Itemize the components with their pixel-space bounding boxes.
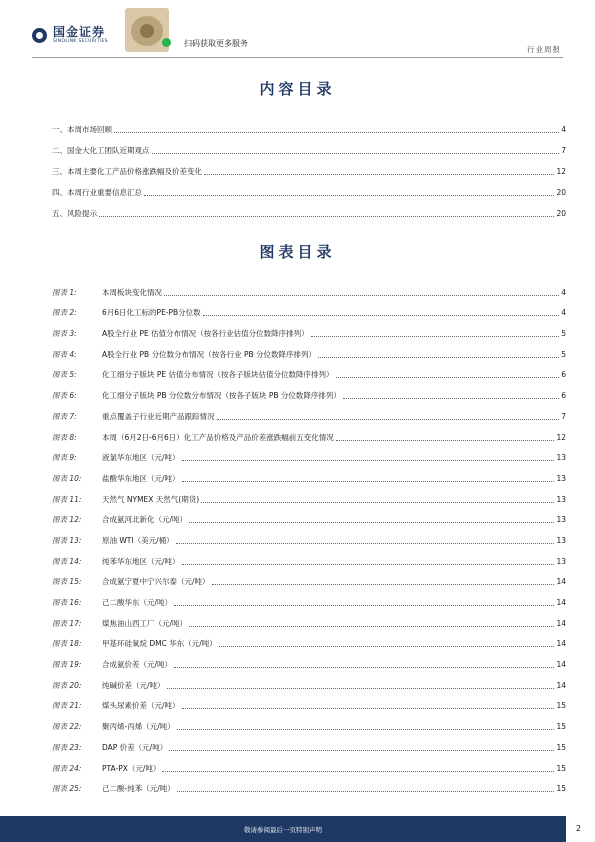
toc-entry-label xyxy=(52,639,217,649)
figure-caption-number: 图表 25: xyxy=(52,784,82,794)
dot-leader xyxy=(182,480,555,482)
dot-leader xyxy=(169,749,554,751)
toc-entry[interactable] xyxy=(52,732,566,753)
toc-entry-label xyxy=(52,536,174,546)
toc-entry-label xyxy=(52,167,202,177)
toc-entry-text: 合成氨河北新化（元/吨） xyxy=(102,515,188,525)
dot-leader xyxy=(164,294,559,296)
figure-caption-number: 图表 8: xyxy=(52,432,77,442)
toc-entry-page: 12 xyxy=(556,167,566,176)
figure-caption-number: 图表 10: xyxy=(52,473,82,483)
figure-caption-number: 图表 5: xyxy=(52,370,77,380)
dot-leader xyxy=(311,335,560,337)
toc-entry-label xyxy=(52,515,187,525)
toc-entry[interactable] xyxy=(52,567,566,588)
dot-leader xyxy=(182,459,555,461)
toc-entry-page: 5 xyxy=(561,349,566,359)
figure-caption-number: 图表 2: xyxy=(52,308,77,318)
toc-entry-page: 20 xyxy=(556,188,566,197)
figure-caption-number: 图表 20: xyxy=(52,680,82,690)
toc-entry-page: 7 xyxy=(561,146,566,155)
toc-entry-label xyxy=(52,743,167,753)
toc-entry-text: 五、风险提示 xyxy=(52,209,97,218)
toc-entry[interactable] xyxy=(52,608,566,629)
toc-entry-page: 13 xyxy=(556,453,566,463)
dot-leader xyxy=(99,215,554,217)
toc-entry-text: 二、国金大化工团队近期观点 xyxy=(52,146,150,155)
toc-entry[interactable] xyxy=(52,198,566,219)
toc-entry[interactable] xyxy=(52,670,566,691)
footer-disclaimer: 敬请参阅最后一页特别声明 xyxy=(244,826,322,834)
toc-entry-text: 化工细分子版块 PB 分位数分布情况（按各子版块 PB 分位数降序排列） xyxy=(102,391,341,401)
toc-entry[interactable] xyxy=(52,505,566,526)
toc-entry[interactable] xyxy=(52,401,566,422)
toc-entry-text: PTA-PX（元/吨） xyxy=(102,763,161,773)
dot-leader xyxy=(204,173,554,175)
toc-entry[interactable] xyxy=(52,463,566,484)
dot-leader xyxy=(219,645,555,647)
toc-entry-label xyxy=(52,209,97,219)
figure-caption-number: 图表 9: xyxy=(52,453,77,463)
toc-entry-text: 合成氨价差（元/吨） xyxy=(102,660,173,670)
toc-entry-label xyxy=(52,288,162,298)
dot-leader xyxy=(336,376,560,378)
toc-entry-text: 一、本周市场回顾 xyxy=(52,125,112,134)
toc-entry-page: 14 xyxy=(556,639,566,649)
toc-entry-label xyxy=(52,146,150,156)
toc-entry-page: 13 xyxy=(556,473,566,483)
toc-entry[interactable] xyxy=(52,339,566,360)
figure-caption-number: 图表 6: xyxy=(52,391,77,401)
toc-entry-label xyxy=(52,188,142,198)
toc-entry-text: DAP 价差（元/吨） xyxy=(102,742,168,752)
sinolink-logo-icon xyxy=(32,28,47,43)
toc-entry[interactable] xyxy=(52,360,566,381)
contents-title: 内容目录 xyxy=(259,80,336,98)
toc-entry-label xyxy=(52,495,199,505)
toc-entry-text: 聚丙烯-丙烯（元/吨） xyxy=(102,722,175,732)
logo-cn-text: 国金证券 xyxy=(53,25,106,39)
toc-entry-text: 6月6日化工标的PE-PB分位数 xyxy=(102,308,201,318)
toc-entry-page: 6 xyxy=(561,370,566,380)
toc-entry-label xyxy=(52,308,201,318)
toc-entry[interactable] xyxy=(52,629,566,650)
toc-entry[interactable] xyxy=(52,711,566,732)
toc-entry-label xyxy=(52,619,187,629)
toc-entry-page: 4 xyxy=(561,308,566,318)
toc-entry[interactable] xyxy=(52,114,566,135)
toc-entry-text: 三、本周主要化工产品价格涨跌幅及价差变化 xyxy=(52,167,202,176)
dot-leader xyxy=(144,194,554,196)
dot-leader xyxy=(336,439,555,441)
toc-entry-label xyxy=(52,722,175,732)
figures-title: 图表目录 xyxy=(259,243,336,261)
toc-entry-label xyxy=(52,681,165,691)
toc-entry[interactable] xyxy=(52,753,566,774)
toc-entry-label xyxy=(52,412,215,422)
toc-entry-page: 13 xyxy=(556,535,566,545)
toc-entry-page: 15 xyxy=(556,784,566,794)
toc-entry-label xyxy=(52,453,180,463)
figure-caption-number: 图表 12: xyxy=(52,515,82,525)
toc-entry-page: 4 xyxy=(561,125,566,134)
toc-entry-page: 14 xyxy=(556,598,566,607)
dot-leader xyxy=(174,604,554,606)
dot-leader xyxy=(203,314,560,316)
dot-leader xyxy=(318,356,559,358)
toc-entry-text: 本周（6月2日-6月6日）化工产品价格及产品价差涨跌幅前五变化情况 xyxy=(102,432,334,442)
toc-entry-label xyxy=(52,660,172,670)
scan-service-text: 扫码获取更多服务 xyxy=(184,39,248,48)
dot-leader xyxy=(212,583,555,585)
toc-entry-label xyxy=(52,370,334,380)
toc-entry-page: 15 xyxy=(556,701,566,711)
toc-entry-label xyxy=(52,784,175,794)
figure-caption-number: 图表 22: xyxy=(52,722,82,732)
dot-leader xyxy=(217,418,560,420)
toc-entry-page: 14 xyxy=(556,618,566,628)
toc-entry-label xyxy=(52,329,309,339)
toc-entry-label xyxy=(52,577,210,587)
toc-entry[interactable] xyxy=(52,587,566,608)
logo-en-text: SINOLINK SECURITIES xyxy=(53,39,108,44)
toc-entry-label xyxy=(52,557,180,567)
toc-entry-page: 4 xyxy=(561,287,566,297)
toc-entry[interactable] xyxy=(52,649,566,670)
toc-entry-text: 纯碱价差（元/吨） xyxy=(102,680,165,690)
toc-entry-page: 13 xyxy=(556,515,566,525)
dot-leader xyxy=(343,397,559,399)
figure-caption-number: 图表 7: xyxy=(52,411,77,421)
page-number: 2 xyxy=(576,824,582,833)
toc-entry-page: 7 xyxy=(561,411,566,421)
report-type-label: 行业周报 xyxy=(527,45,561,54)
toc-entry-text: 本周板块变化情况 xyxy=(102,287,162,297)
dot-leader xyxy=(177,790,555,792)
toc-entry-text: 原油 WTI（美元/桶） xyxy=(102,535,174,545)
toc-entry-text: A股全行业 PE 估值分布情况（按各行业估值分位数降序排列） xyxy=(102,329,309,339)
contents-list xyxy=(52,114,566,219)
dot-leader xyxy=(201,501,554,503)
dot-leader xyxy=(182,707,555,709)
toc-entry-text: 己二酸-纯苯（元/吨） xyxy=(102,784,175,794)
figure-caption-number: 图表 16: xyxy=(52,598,82,607)
figure-caption-number: 图表 13: xyxy=(52,535,82,545)
toc-entry-page: 13 xyxy=(556,494,566,504)
dot-leader xyxy=(176,542,555,544)
toc-entry-text: 甲基环硅氧烷 DMC 华东（元/吨） xyxy=(102,639,217,649)
toc-entry-page: 14 xyxy=(556,660,566,670)
toc-entry[interactable] xyxy=(52,177,566,198)
dot-leader xyxy=(174,666,554,668)
toc-entry[interactable] xyxy=(52,380,566,401)
toc-entry[interactable] xyxy=(52,422,566,443)
toc-entry-page: 13 xyxy=(556,556,566,566)
toc-entry-page: 14 xyxy=(556,577,566,587)
dot-leader xyxy=(162,770,554,772)
toc-entry[interactable] xyxy=(52,156,566,177)
dot-leader xyxy=(182,563,555,565)
dot-leader xyxy=(114,131,559,133)
toc-entry-page: 12 xyxy=(556,432,566,442)
toc-entry-text: 化工细分子版块 PE 估值分布情况（按各子版块估值分位数降序排列） xyxy=(102,370,334,380)
figure-caption-number: 图表 3: xyxy=(52,329,77,339)
dot-leader xyxy=(167,687,555,689)
toc-entry[interactable] xyxy=(52,135,566,156)
toc-entry[interactable] xyxy=(52,546,566,567)
toc-entry[interactable] xyxy=(52,774,566,795)
figure-caption-number: 图表 4: xyxy=(52,349,77,359)
toc-entry-text: 盐酸华东地区（元/吨） xyxy=(102,473,180,483)
dot-leader xyxy=(177,728,555,730)
toc-entry-page: 14 xyxy=(556,680,566,690)
figure-caption-number: 图表 21: xyxy=(52,701,82,711)
figure-caption-number: 图表 11: xyxy=(52,494,82,504)
dot-leader xyxy=(152,152,560,154)
toc-entry[interactable] xyxy=(52,318,566,339)
toc-entry[interactable] xyxy=(52,298,566,319)
figure-caption-number: 图表 23: xyxy=(52,742,82,752)
wechat-badge-icon xyxy=(162,38,171,47)
toc-entry-page: 15 xyxy=(556,722,566,732)
figure-caption-number: 图表 15: xyxy=(52,577,82,587)
toc-entry-text: 天然气 NYMEX 天然气(期货) xyxy=(102,494,200,504)
toc-entry-page: 6 xyxy=(561,391,566,401)
toc-entry-label xyxy=(52,474,180,484)
figure-caption-number: 图表 18: xyxy=(52,639,82,649)
toc-entry[interactable] xyxy=(52,691,566,712)
toc-entry-label xyxy=(52,701,180,711)
figures-list xyxy=(52,277,566,794)
header-divider xyxy=(32,57,563,58)
toc-entry-text: A股全行业 PB 分位数分布情况（按各行业 PB 分位数降序排列） xyxy=(102,349,317,359)
figure-caption-number: 图表 14: xyxy=(52,556,82,566)
toc-entry[interactable] xyxy=(52,277,566,298)
toc-entry-text: 合成氨宁夏中宁兴尔泰（元/吨） xyxy=(102,577,210,587)
toc-entry-page: 20 xyxy=(556,209,566,218)
figure-caption-number: 图表 19: xyxy=(52,660,82,670)
toc-entry-text: 煤头尿素价差（元/吨） xyxy=(102,701,180,711)
toc-entry-text: 煤焦油山西工厂（元/吨） xyxy=(102,618,188,628)
figure-caption-number: 图表 24: xyxy=(52,763,82,773)
toc-entry[interactable] xyxy=(52,525,566,546)
toc-entry[interactable] xyxy=(52,443,566,464)
toc-entry-text: 纯苯华东地区（元/吨） xyxy=(102,556,180,566)
dot-leader xyxy=(189,625,554,627)
company-logo xyxy=(32,26,108,45)
dot-leader xyxy=(189,521,554,523)
toc-entry-label xyxy=(52,598,172,608)
toc-entry-text: 重点覆盖子行业近期产品跟踪情况 xyxy=(102,411,215,421)
toc-entry-page: 15 xyxy=(556,742,566,752)
toc-entry-label xyxy=(52,391,341,401)
toc-entry-text: 四、本周行业重要信息汇总 xyxy=(52,188,142,197)
figure-caption-number: 图表 1: xyxy=(52,287,77,297)
toc-entry-text: 己二酸华东（元/吨） xyxy=(102,598,173,607)
toc-entry-label xyxy=(52,764,160,774)
toc-entry-text: 液氯华东地区（元/吨） xyxy=(102,453,180,463)
toc-entry-page: 5 xyxy=(561,329,566,339)
toc-entry-label xyxy=(52,350,316,360)
toc-entry-page: 15 xyxy=(556,763,566,773)
toc-entry-label xyxy=(52,125,112,135)
toc-entry-label xyxy=(52,433,334,443)
figure-caption-number: 图表 17: xyxy=(52,618,82,628)
toc-entry[interactable] xyxy=(52,484,566,505)
